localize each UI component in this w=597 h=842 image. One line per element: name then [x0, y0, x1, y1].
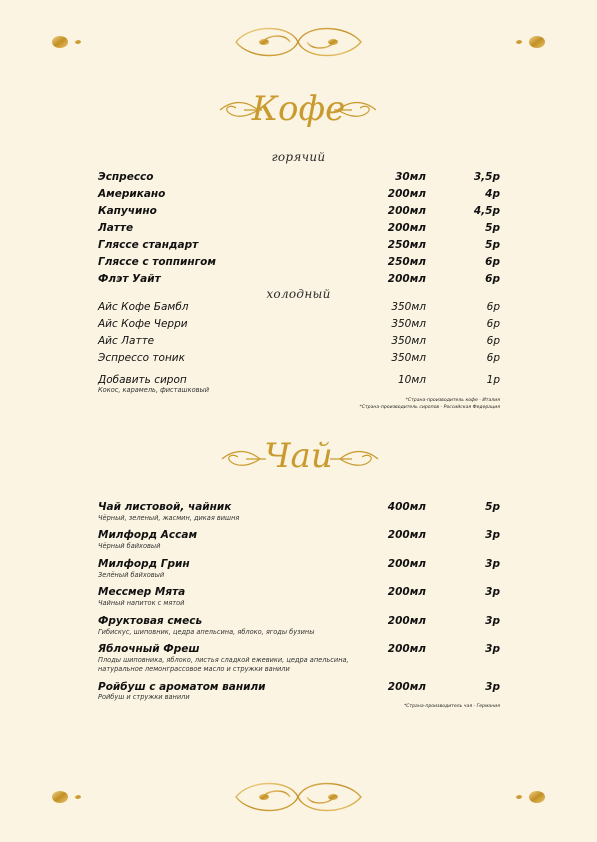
menu-item: [98, 187, 500, 203]
item-price: 4р: [485, 188, 500, 200]
item-price: 5р: [485, 501, 500, 513]
item-volume: 10мл: [398, 374, 426, 386]
tea-section-header: [0, 433, 597, 479]
item-volume: 200мл: [387, 205, 426, 217]
item-name: Айс Латте: [98, 335, 155, 347]
item-price: 4,5р: [473, 205, 500, 217]
item-price: 3р: [485, 643, 500, 655]
menu-item: [98, 272, 500, 288]
menu-item: [98, 255, 500, 271]
item-volume: 200мл: [387, 681, 426, 693]
item-volume: 200мл: [387, 188, 426, 200]
coffee-title: Кофе: [251, 89, 346, 129]
syrup-origin-note: *Страна-производитель сиропов - Российская Федерация: [359, 405, 500, 410]
coffee-section-header: [0, 86, 597, 132]
tea-title: Чай: [264, 436, 333, 476]
item-volume: 200мл: [387, 615, 426, 627]
bottom-flourish-ornament: [0, 775, 597, 815]
item-name: Гляссе стандарт: [98, 239, 199, 251]
item-description: Чайный напиток с мятой: [98, 599, 185, 607]
item-name: Эспрессо: [98, 171, 154, 183]
menu-item: [98, 170, 500, 186]
item-volume: 30мл: [395, 171, 426, 183]
item-name: Ройбуш с ароматом ванили: [98, 681, 266, 693]
item-volume: 200мл: [387, 586, 426, 598]
item-name: Латте: [98, 222, 134, 234]
item-price: 3р: [485, 681, 500, 693]
item-name: Айс Кофе Черри: [98, 318, 188, 330]
item-volume: 200мл: [387, 273, 426, 285]
item-description: натуральное лемонграссовое масло и стружки ванили: [98, 665, 290, 673]
tea-origin-note: *Страна-производитель чая - Германия: [403, 704, 500, 709]
item-price: 6р: [485, 273, 500, 285]
item-name: Милфорд Грин: [98, 558, 190, 570]
item-volume: 200мл: [387, 643, 426, 655]
menu-item: [98, 300, 500, 316]
item-name: Мессмер Мята: [98, 586, 186, 598]
item-price: 3р: [485, 558, 500, 570]
top-flourish-ornament: [0, 22, 597, 62]
item-name: Гляссе с топпингом: [98, 256, 216, 268]
item-volume: 200мл: [387, 222, 426, 234]
item-name: Фруктовая смесь: [98, 615, 203, 627]
item-volume: 200мл: [387, 529, 426, 541]
item-name: Американо: [98, 188, 166, 200]
item-price: 3р: [485, 529, 500, 541]
item-price: 3р: [485, 615, 500, 627]
item-price: 6р: [486, 335, 500, 347]
item-name: Эспрессо тоник: [98, 352, 185, 364]
item-description: Ройбуш и стружки ванили: [98, 693, 190, 701]
item-price: 5р: [485, 239, 500, 251]
menu-item: [98, 351, 500, 367]
item-volume: 250мл: [387, 256, 426, 268]
item-volume: 350мл: [391, 301, 426, 313]
item-name: Добавить сироп: [98, 374, 187, 386]
item-name: Флэт Уайт: [98, 273, 161, 285]
item-price: 5р: [485, 222, 500, 234]
item-name: Яблочный Фреш: [98, 643, 200, 655]
syrup-description: Кокос, карамель, фисташковый: [98, 386, 209, 394]
item-volume: 350мл: [391, 318, 426, 330]
item-volume: 350мл: [391, 335, 426, 347]
item-price: 1р: [486, 374, 500, 386]
item-price: 6р: [486, 352, 500, 364]
item-description: Чёрный, зеленый, жасмин, дикая вишня: [98, 514, 240, 522]
item-volume: 350мл: [391, 352, 426, 364]
menu-item: [98, 204, 500, 220]
item-name: Чай листовой, чайник: [98, 501, 232, 513]
menu-item: [98, 334, 500, 350]
menu-item: [98, 221, 500, 237]
item-name: Айс Кофе Бамбл: [98, 301, 189, 313]
item-volume: 400мл: [387, 501, 426, 513]
item-volume: 200мл: [387, 558, 426, 570]
coffee-origin-note: *Страна-производитель кофе - Италия: [405, 398, 500, 403]
item-price: 6р: [486, 318, 500, 330]
item-price: 3,5р: [473, 171, 500, 183]
item-name: Милфорд Ассам: [98, 529, 198, 541]
item-price: 6р: [485, 256, 500, 268]
item-description: Гибискус, шиповник, цедра апельсина, яблоко, ягоды бузины: [98, 628, 315, 636]
item-price: 3р: [485, 586, 500, 598]
item-description: Зелёный байховый: [98, 571, 165, 579]
item-price: 6р: [486, 301, 500, 313]
cold-subheading: холодный: [266, 287, 331, 301]
item-name: Капучино: [98, 205, 157, 217]
menu-item: [98, 238, 500, 254]
item-description: Плоды шиповника, яблоко, листья сладкой ежевики, цедра апельсина,: [98, 656, 349, 664]
item-volume: 250мл: [387, 239, 426, 251]
menu-item: [98, 317, 500, 333]
item-description: Чёрный байховый: [98, 542, 161, 550]
hot-subheading: горячий: [271, 150, 326, 164]
